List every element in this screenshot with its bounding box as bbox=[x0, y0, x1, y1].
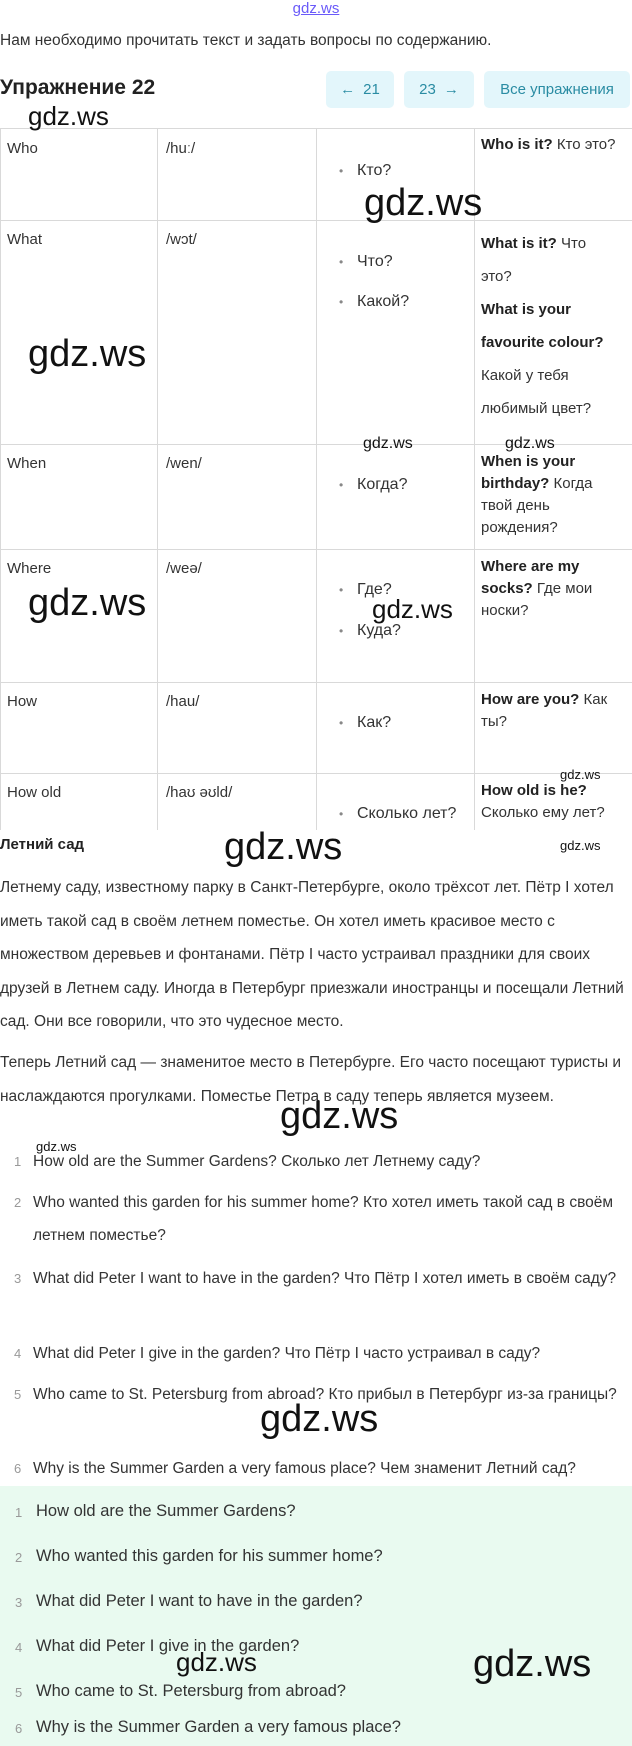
list-number: 4 bbox=[15, 1640, 23, 1655]
question-text: How old are the Summer Gardens? Сколько лет Летнему саду? bbox=[33, 1153, 481, 1170]
table-cell-ipa: /wɔt/ bbox=[166, 231, 197, 248]
table-cell-word: What bbox=[7, 231, 43, 248]
arrow-left-icon: ← bbox=[340, 81, 356, 98]
table-cell-example: What is it? Что это? What is your favourite colour? Какой у тебя любимый цвет? bbox=[481, 235, 604, 417]
site-logo-link[interactable]: gdz.ws bbox=[292, 0, 340, 17]
answer-text: Who wanted this garden for his summer home? bbox=[36, 1547, 383, 1565]
list-number: 1 bbox=[15, 1505, 23, 1520]
section-title: Летний сад bbox=[0, 836, 85, 853]
watermark: gdz.ws bbox=[28, 101, 109, 131]
translation-item: • Когда? bbox=[357, 476, 407, 494]
table-cell-ipa: /wen/ bbox=[166, 455, 202, 472]
question-text: What did Peter I give in the garden? Что Пётр I часто устраивал в саду? bbox=[33, 1345, 541, 1362]
watermark: gdz.ws bbox=[28, 582, 147, 624]
paragraph: Теперь Летний сад — знаменитое место в Петербурге. Его часто посещают туристы и наслаждаются прогулками. Поместье Петра в саду теперь является музеем. bbox=[0, 1054, 622, 1105]
answer-text: What did Peter I want to have in the garden? bbox=[36, 1592, 363, 1610]
watermark: gdz.ws bbox=[505, 435, 555, 452]
watermark: gdz.ws bbox=[364, 182, 483, 224]
watermark: gdz.ws bbox=[176, 1647, 257, 1677]
watermark: gdz.ws bbox=[363, 435, 413, 452]
next-exercise-button[interactable] bbox=[404, 71, 474, 108]
translation-item: • Что? bbox=[357, 253, 393, 271]
watermark: gdz.ws bbox=[372, 594, 453, 624]
list-number: 2 bbox=[15, 1550, 23, 1565]
watermark: gdz.ws bbox=[280, 1095, 399, 1137]
list-number: 5 bbox=[14, 1387, 22, 1402]
translation-item: • Какой? bbox=[357, 293, 409, 311]
translation-item: • Как? bbox=[357, 714, 391, 732]
prev-exercise-button[interactable] bbox=[326, 71, 394, 108]
question-text: What did Peter I want to have in the garden? Что Пётр I хотел иметь в своём саду? bbox=[33, 1270, 617, 1287]
watermark: gdz.ws bbox=[28, 333, 147, 375]
list-number: 2 bbox=[14, 1195, 22, 1210]
list-number: 5 bbox=[15, 1685, 23, 1700]
watermark: gdz.ws bbox=[224, 826, 343, 868]
translation-item: • Куда? bbox=[357, 622, 401, 640]
answer-text: Why is the Summer Garden a very famous place? bbox=[36, 1718, 401, 1736]
answer-text: Who came to St. Petersburg from abroad? bbox=[36, 1682, 346, 1700]
table-cell-example: When is your birthday? Когда твой день рождения? bbox=[481, 453, 593, 536]
list-number: 4 bbox=[14, 1346, 22, 1361]
table-cell-example: How are you? Как ты? bbox=[481, 691, 608, 730]
list-number: 3 bbox=[14, 1271, 22, 1286]
page-title: Упражнение 22 bbox=[0, 76, 156, 99]
watermark: gdz.ws bbox=[473, 1643, 592, 1685]
translation-item: • Где? bbox=[357, 581, 392, 599]
answer-text: How old are the Summer Gardens? bbox=[36, 1502, 296, 1520]
table-cell-ipa: /huː/ bbox=[166, 140, 196, 157]
answer-text: What did Peter I give in the garden? bbox=[36, 1637, 300, 1655]
question-text: Why is the Summer Garden a very famous place? Чем знаменит Летний сад? bbox=[33, 1460, 576, 1477]
list-number: 6 bbox=[14, 1461, 22, 1476]
table-cell-ipa: /weə/ bbox=[166, 560, 202, 577]
table-cell-ipa: /haʊ əʊld/ bbox=[166, 784, 233, 801]
watermark: gdz.ws bbox=[560, 767, 601, 782]
list-number: 3 bbox=[15, 1595, 23, 1610]
all-exercises-button[interactable] bbox=[484, 71, 630, 108]
table-cell-word: Who bbox=[7, 140, 38, 157]
table-cell-word: How old bbox=[7, 784, 62, 801]
question-words-table bbox=[0, 128, 632, 830]
question-text: Who wanted this garden for his summer home? Кто хотел иметь такой сад в своём летнем поместье? bbox=[33, 1194, 614, 1244]
list-number: 1 bbox=[14, 1154, 22, 1169]
answer-panel bbox=[0, 1486, 632, 1746]
table-cell-word: When bbox=[7, 455, 47, 472]
table-cell-word: How bbox=[7, 693, 38, 710]
translation-item: • Сколько лет? bbox=[357, 805, 456, 823]
table-cell-example: Who is it? Кто это? bbox=[481, 136, 616, 153]
next-exercise-label: 23 bbox=[419, 81, 436, 98]
table-cell-example: How old is he? Сколько ему лет? bbox=[481, 782, 605, 821]
table-cell-ipa: /hau/ bbox=[166, 693, 200, 710]
question-text: Who came to St. Petersburg from abroad? Кто прибыл в Петербург из-за границы? bbox=[33, 1386, 617, 1403]
watermark: gdz.ws bbox=[260, 1398, 379, 1440]
list-number: 6 bbox=[15, 1721, 23, 1736]
table-cell-word: Where bbox=[7, 560, 52, 577]
watermark: gdz.ws bbox=[36, 1139, 77, 1154]
all-exercises-label: Все упражнения bbox=[500, 81, 614, 98]
arrow-right-icon: → bbox=[443, 81, 459, 98]
intro-text: Нам необходимо прочитать текст и задать вопросы по содержанию. bbox=[0, 32, 492, 49]
table-cell-example: Where are my socks? Где мои носки? bbox=[481, 558, 593, 619]
watermark: gdz.ws bbox=[560, 838, 601, 853]
paragraph: Летнему саду, известному парку в Санкт-Петербурге, около трёхсот лет. Пётр I хотел иметь такой сад в своём летнем поместье. Он хотел иметь красивое место с множеством деревьев и фонтанами. Пётр I часто устраивал праздники для своих друзей в Летнем саду. Иногда в Петербург приезжали иностранцы и посещали Летний сад. Они все говорили, что это чудесное место. bbox=[0, 879, 624, 1030]
prev-exercise-label: 21 bbox=[363, 81, 380, 98]
translation-item: • Кто? bbox=[357, 162, 391, 180]
